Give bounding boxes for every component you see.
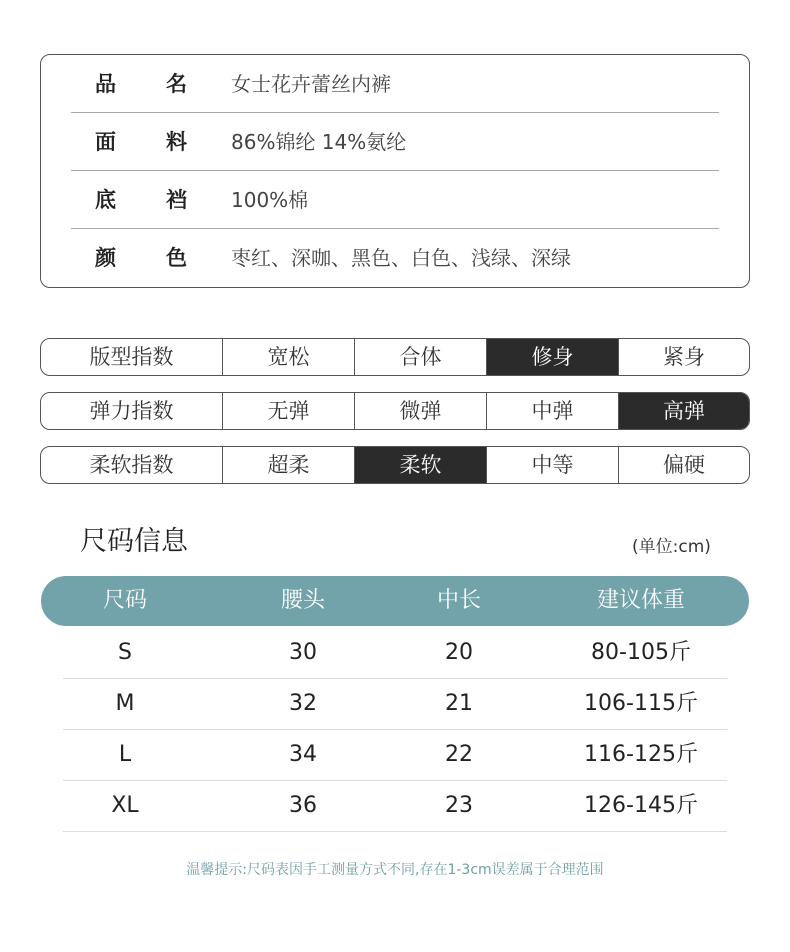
info-label [95,245,187,270]
info-label [95,129,187,154]
info-label-char: 品 [95,71,116,96]
elasticity-index-bar [40,392,750,430]
info-label-char: 料 [166,129,187,154]
info-value-crotch: 100%棉 [231,188,309,212]
info-value-fabric: 86%锦纶 14%氨纶 [231,130,407,154]
cell-size: M [115,691,135,716]
cell-waist: 32 [289,691,317,716]
info-label-char: 色 [166,245,187,270]
info-label-char: 裆 [166,187,187,212]
cell-length: 20 [445,640,473,665]
cell-weight: 80-105斤 [591,640,691,665]
table-row [63,628,727,679]
index-option: 柔软 [354,447,486,483]
info-label-char: 颜 [95,245,116,270]
header-waist: 腰头 [280,588,325,613]
row-divider [63,831,727,832]
cell-length: 23 [445,793,473,818]
header-size: 尺码 [102,588,147,613]
info-row-color [71,229,719,287]
cell-length: 22 [445,742,473,767]
header-length: 中长 [436,588,481,613]
info-value-color: 枣红、深咖、黑色、白色、浅绿、深绿 [231,246,571,270]
info-row-crotch [71,171,719,229]
index-option: 合体 [354,339,486,375]
index-title: 版型指数 [89,344,174,369]
index-option: 紧身 [618,339,749,375]
table-row [63,781,727,832]
product-info-card [40,54,750,288]
info-label-char: 名 [166,71,187,96]
info-label-char: 底 [95,187,116,212]
info-value-name: 女士花卉蕾丝内裤 [231,72,391,96]
size-info-title: 尺码信息 [80,526,188,557]
info-label [95,71,187,96]
index-option: 修身 [486,339,618,375]
index-title: 弹力指数 [89,398,174,423]
index-option: 宽松 [222,339,354,375]
cell-waist: 36 [289,793,317,818]
cell-weight: 116-125斤 [584,742,698,767]
index-option: 偏硬 [618,447,749,483]
size-unit-note: (单位:cm) [632,537,711,557]
cell-weight: 106-115斤 [584,691,698,716]
cell-size: XL [111,793,139,818]
cell-size: S [118,640,132,665]
index-option: 高弹 [618,393,749,429]
table-row [63,730,727,781]
index-option: 中等 [486,447,618,483]
info-row-name [71,55,719,113]
cell-waist: 34 [289,742,317,767]
cell-waist: 30 [289,640,317,665]
cell-weight: 126-145斤 [584,793,698,818]
index-option: 微弹 [354,393,486,429]
index-option: 中弹 [486,393,618,429]
table-row [63,679,727,730]
index-option: 超柔 [222,447,354,483]
info-row-fabric [71,113,719,171]
index-title: 柔软指数 [89,452,174,477]
cell-length: 21 [445,691,473,716]
info-label [95,187,187,212]
cell-size: L [118,742,132,767]
header-weight: 建议体重 [596,588,685,613]
size-table-header [41,576,749,626]
fit-index-bar [40,338,750,376]
softness-index-bar [40,446,750,484]
index-option: 无弹 [222,393,354,429]
info-label-char: 面 [95,129,116,154]
measurement-tip: 温馨提示:尺码表因手工测量方式不同,存在1-3cm误差属于合理范围 [186,862,604,878]
